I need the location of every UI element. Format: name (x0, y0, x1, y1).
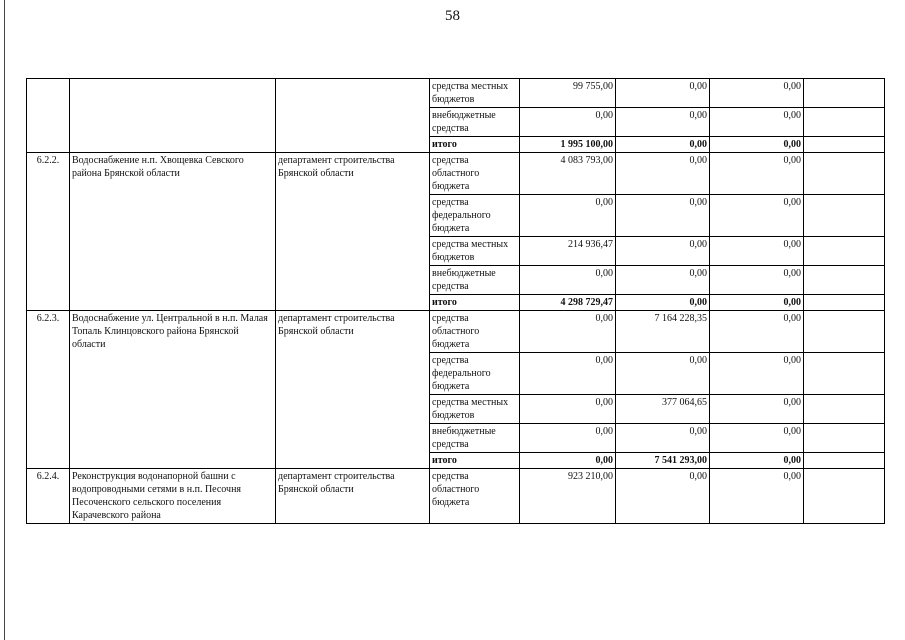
amount-col-2: 0,00 (616, 195, 710, 237)
funding-source: внебюджетные средства (430, 266, 520, 295)
empty-cell (804, 424, 885, 453)
amount-col-3: 0,00 (710, 295, 804, 311)
empty-cell (804, 453, 885, 469)
amount-col-2: 0,00 (616, 137, 710, 153)
amount-col-3: 0,00 (710, 108, 804, 137)
amount-col-1: 0,00 (520, 395, 616, 424)
amount-col-1: 923 210,00 (520, 469, 616, 524)
amount-col-1: 0,00 (520, 424, 616, 453)
funding-source: средства областного бюджета (430, 469, 520, 524)
amount-col-3: 0,00 (710, 266, 804, 295)
empty-cell (804, 79, 885, 108)
empty-cell (804, 295, 885, 311)
empty-cell (804, 237, 885, 266)
empty-cell (804, 108, 885, 137)
item-name: Водоснабжение ул. Центральной в н.п. Малая Топаль Клинцовского района Брянской области (70, 311, 276, 469)
empty-cell (804, 311, 885, 353)
amount-col-2: 0,00 (616, 266, 710, 295)
funding-source: средства местных бюджетов (430, 79, 520, 108)
amount-col-3: 0,00 (710, 453, 804, 469)
amount-col-2: 7 164 228,35 (616, 311, 710, 353)
empty-cell (804, 395, 885, 424)
amount-col-3: 0,00 (710, 311, 804, 353)
scan-edge-line (4, 0, 5, 640)
empty-cell (804, 137, 885, 153)
amount-col-3: 0,00 (710, 153, 804, 195)
item-department: департамент строительства Брянской области (276, 311, 430, 469)
amount-col-1: 4 298 729,47 (520, 295, 616, 311)
amount-col-1: 214 936,47 (520, 237, 616, 266)
amount-col-1: 0,00 (520, 195, 616, 237)
amount-col-1: 0,00 (520, 453, 616, 469)
amount-col-3: 0,00 (710, 469, 804, 524)
item-department: департамент строительства Брянской области (276, 469, 430, 524)
item-code: 6.2.4. (27, 469, 70, 524)
amount-col-1: 0,00 (520, 311, 616, 353)
empty-cell (804, 353, 885, 395)
amount-col-3: 0,00 (710, 237, 804, 266)
funding-source: итого (430, 295, 520, 311)
table-row (27, 153, 885, 195)
amount-col-2: 0,00 (616, 424, 710, 453)
amount-col-1: 1 995 100,00 (520, 137, 616, 153)
amount-col-2: 0,00 (616, 353, 710, 395)
amount-col-2: 0,00 (616, 153, 710, 195)
funding-source: итого (430, 453, 520, 469)
funding-source: внебюджетные средства (430, 424, 520, 453)
amount-col-3: 0,00 (710, 137, 804, 153)
empty-cell (804, 469, 885, 524)
funding-source: средства местных бюджетов (430, 395, 520, 424)
item-code: 6.2.2. (27, 153, 70, 311)
funding-source: средства областного бюджета (430, 153, 520, 195)
funding-source: итого (430, 137, 520, 153)
amount-col-1: 0,00 (520, 108, 616, 137)
amount-col-1: 4 083 793,00 (520, 153, 616, 195)
amount-col-2: 377 064,65 (616, 395, 710, 424)
funding-source: средства федерального бюджета (430, 195, 520, 237)
funding-source: средства местных бюджетов (430, 237, 520, 266)
amount-col-3: 0,00 (710, 424, 804, 453)
amount-col-1: 99 755,00 (520, 79, 616, 108)
item-name: Реконструкция водонапорной башни с водопроводными сетями в н.п. Песочня Песоченского сельского поселения Карачевского района (70, 469, 276, 524)
table-row (27, 469, 885, 524)
item-code (27, 79, 70, 153)
empty-cell (804, 195, 885, 237)
amount-col-3: 0,00 (710, 353, 804, 395)
item-department: департамент строительства Брянской области (276, 153, 430, 311)
funding-source: средства областного бюджета (430, 311, 520, 353)
amount-col-3: 0,00 (710, 79, 804, 108)
funding-table (26, 78, 885, 524)
amount-col-1: 0,00 (520, 266, 616, 295)
empty-cell (804, 153, 885, 195)
amount-col-1: 0,00 (520, 353, 616, 395)
item-name: Водоснабжение н.п. Хвощевка Севского района Брянской области (70, 153, 276, 311)
item-department (276, 79, 430, 153)
funding-source: внебюджетные средства (430, 108, 520, 137)
amount-col-2: 0,00 (616, 108, 710, 137)
amount-col-2: 0,00 (616, 295, 710, 311)
table-row (27, 311, 885, 353)
funding-source: средства федерального бюджета (430, 353, 520, 395)
item-name (70, 79, 276, 153)
item-code: 6.2.3. (27, 311, 70, 469)
page-number: 58 (445, 8, 460, 24)
table-body (27, 79, 885, 524)
amount-col-2: 0,00 (616, 237, 710, 266)
amount-col-3: 0,00 (710, 195, 804, 237)
amount-col-2: 0,00 (616, 469, 710, 524)
amount-col-3: 0,00 (710, 395, 804, 424)
amount-col-2: 7 541 293,00 (616, 453, 710, 469)
empty-cell (804, 266, 885, 295)
amount-col-2: 0,00 (616, 79, 710, 108)
table-row (27, 79, 885, 108)
